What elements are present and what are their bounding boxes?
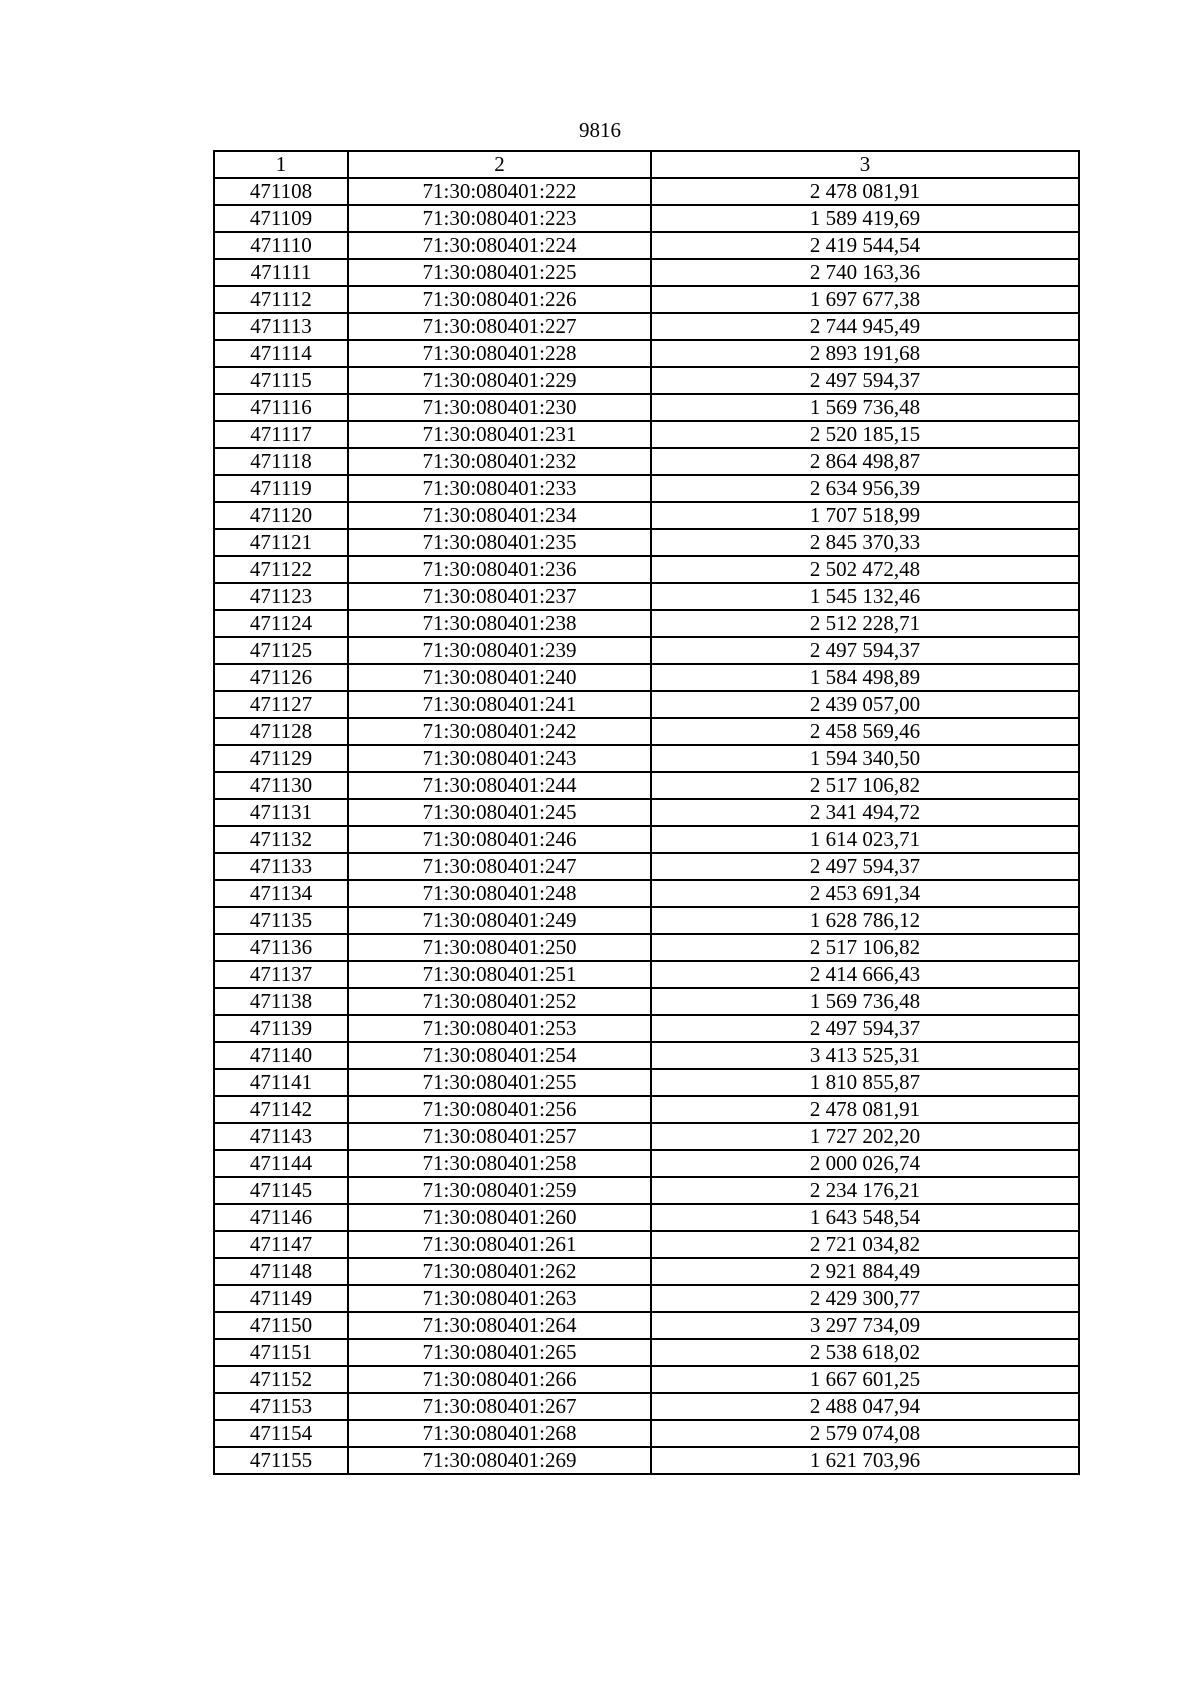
- row-number-cell: 471141: [214, 1069, 348, 1096]
- value-cell: 1 643 548,54: [651, 1204, 1079, 1231]
- table-row: [214, 1015, 1079, 1042]
- cadastral-number-cell: 71:30:080401:246: [348, 826, 651, 853]
- row-number-cell: 471145: [214, 1177, 348, 1204]
- row-number-cell: 471113: [214, 313, 348, 340]
- row-number-cell: 471108: [214, 178, 348, 205]
- column-header-1: 1: [214, 151, 348, 178]
- value-cell: 2 921 884,49: [651, 1258, 1079, 1285]
- table-row: [214, 340, 1079, 367]
- table-row: [214, 1285, 1079, 1312]
- row-number-cell: 471155: [214, 1447, 348, 1474]
- row-number-cell: 471116: [214, 394, 348, 421]
- data-table: [213, 150, 1080, 1475]
- table-row: [214, 907, 1079, 934]
- table-row: [214, 421, 1079, 448]
- table-row: [214, 1420, 1079, 1447]
- cadastral-number-cell: 71:30:080401:235: [348, 529, 651, 556]
- cadastral-number-cell: 71:30:080401:256: [348, 1096, 651, 1123]
- row-number-cell: 471122: [214, 556, 348, 583]
- cadastral-number-cell: 71:30:080401:247: [348, 853, 651, 880]
- cadastral-number-cell: 71:30:080401:251: [348, 961, 651, 988]
- cadastral-number-cell: 71:30:080401:262: [348, 1258, 651, 1285]
- cadastral-number-cell: 71:30:080401:249: [348, 907, 651, 934]
- value-cell: 2 538 618,02: [651, 1339, 1079, 1366]
- cadastral-number-cell: 71:30:080401:234: [348, 502, 651, 529]
- value-cell: 1 707 518,99: [651, 502, 1079, 529]
- row-number-cell: 471124: [214, 610, 348, 637]
- cadastral-number-cell: 71:30:080401:242: [348, 718, 651, 745]
- value-cell: 1 584 498,89: [651, 664, 1079, 691]
- value-cell: 2 502 472,48: [651, 556, 1079, 583]
- cadastral-number-cell: 71:30:080401:231: [348, 421, 651, 448]
- table-row: [214, 1042, 1079, 1069]
- cadastral-number-cell: 71:30:080401:230: [348, 394, 651, 421]
- cadastral-number-cell: 71:30:080401:223: [348, 205, 651, 232]
- value-cell: 2 512 228,71: [651, 610, 1079, 637]
- value-cell: 2 579 074,08: [651, 1420, 1079, 1447]
- cadastral-number-cell: 71:30:080401:269: [348, 1447, 651, 1474]
- value-cell: 1 810 855,87: [651, 1069, 1079, 1096]
- row-number-cell: 471146: [214, 1204, 348, 1231]
- value-cell: 1 667 601,25: [651, 1366, 1079, 1393]
- cadastral-number-cell: 71:30:080401:248: [348, 880, 651, 907]
- table-row: [214, 664, 1079, 691]
- cadastral-number-cell: 71:30:080401:222: [348, 178, 651, 205]
- table-row: [214, 502, 1079, 529]
- value-cell: 1 614 023,71: [651, 826, 1079, 853]
- value-cell: 2 488 047,94: [651, 1393, 1079, 1420]
- cadastral-number-cell: 71:30:080401:239: [348, 637, 651, 664]
- table-row: [214, 1393, 1079, 1420]
- value-cell: 2 893 191,68: [651, 340, 1079, 367]
- table-row: [214, 1123, 1079, 1150]
- row-number-cell: 471143: [214, 1123, 348, 1150]
- cadastral-number-cell: 71:30:080401:261: [348, 1231, 651, 1258]
- value-cell: 2 478 081,91: [651, 1096, 1079, 1123]
- table-row: [214, 1096, 1079, 1123]
- row-number-cell: 471130: [214, 772, 348, 799]
- row-number-cell: 471120: [214, 502, 348, 529]
- value-cell: 2 845 370,33: [651, 529, 1079, 556]
- table-row: [214, 259, 1079, 286]
- cadastral-number-cell: 71:30:080401:253: [348, 1015, 651, 1042]
- value-cell: 2 634 956,39: [651, 475, 1079, 502]
- row-number-cell: 471147: [214, 1231, 348, 1258]
- row-number-cell: 471128: [214, 718, 348, 745]
- table-row: [214, 1150, 1079, 1177]
- row-number-cell: 471121: [214, 529, 348, 556]
- table-row: [214, 1231, 1079, 1258]
- table-row: [214, 637, 1079, 664]
- table-row: [214, 1447, 1079, 1474]
- cadastral-number-cell: 71:30:080401:232: [348, 448, 651, 475]
- row-number-cell: 471152: [214, 1366, 348, 1393]
- row-number-cell: 471125: [214, 637, 348, 664]
- row-number-cell: 471133: [214, 853, 348, 880]
- column-header-2: 2: [348, 151, 651, 178]
- value-cell: 2 458 569,46: [651, 718, 1079, 745]
- row-number-cell: 471131: [214, 799, 348, 826]
- row-number-cell: 471153: [214, 1393, 348, 1420]
- cadastral-number-cell: 71:30:080401:240: [348, 664, 651, 691]
- value-cell: 1 697 677,38: [651, 286, 1079, 313]
- row-number-cell: 471150: [214, 1312, 348, 1339]
- header-row: [214, 151, 1079, 178]
- cadastral-number-cell: 71:30:080401:243: [348, 745, 651, 772]
- row-number-cell: 471136: [214, 934, 348, 961]
- value-cell: 2 740 163,36: [651, 259, 1079, 286]
- table-row: [214, 556, 1079, 583]
- value-cell: 2 414 666,43: [651, 961, 1079, 988]
- cadastral-number-cell: 71:30:080401:255: [348, 1069, 651, 1096]
- row-number-cell: 471123: [214, 583, 348, 610]
- value-cell: 2 429 300,77: [651, 1285, 1079, 1312]
- value-cell: 2 497 594,37: [651, 853, 1079, 880]
- table-row: [214, 880, 1079, 907]
- value-cell: 2 517 106,82: [651, 772, 1079, 799]
- row-number-cell: 471137: [214, 961, 348, 988]
- value-cell: 1 594 340,50: [651, 745, 1079, 772]
- row-number-cell: 471149: [214, 1285, 348, 1312]
- value-cell: 2 453 691,34: [651, 880, 1079, 907]
- row-number-cell: 471144: [214, 1150, 348, 1177]
- value-cell: 2 864 498,87: [651, 448, 1079, 475]
- table-row: [214, 475, 1079, 502]
- cadastral-number-cell: 71:30:080401:266: [348, 1366, 651, 1393]
- cadastral-number-cell: 71:30:080401:244: [348, 772, 651, 799]
- value-cell: 1 628 786,12: [651, 907, 1079, 934]
- table-row: [214, 691, 1079, 718]
- row-number-cell: 471112: [214, 286, 348, 313]
- row-number-cell: 471139: [214, 1015, 348, 1042]
- row-number-cell: 471148: [214, 1258, 348, 1285]
- value-cell: 2 234 176,21: [651, 1177, 1079, 1204]
- table-row: [214, 1177, 1079, 1204]
- cadastral-number-cell: 71:30:080401:237: [348, 583, 651, 610]
- cadastral-number-cell: 71:30:080401:260: [348, 1204, 651, 1231]
- page-number: 9816: [579, 118, 621, 142]
- cadastral-number-cell: 71:30:080401:257: [348, 1123, 651, 1150]
- table-row: [214, 988, 1079, 1015]
- cadastral-number-cell: 71:30:080401:236: [348, 556, 651, 583]
- value-cell: 1 545 132,46: [651, 583, 1079, 610]
- table-row: [214, 1312, 1079, 1339]
- table-row: [214, 799, 1079, 826]
- row-number-cell: 471119: [214, 475, 348, 502]
- value-cell: 2 419 544,54: [651, 232, 1079, 259]
- cadastral-number-cell: 71:30:080401:225: [348, 259, 651, 286]
- table-row: [214, 448, 1079, 475]
- value-cell: 2 497 594,37: [651, 367, 1079, 394]
- table-row: [214, 610, 1079, 637]
- value-cell: 2 000 026,74: [651, 1150, 1079, 1177]
- table-row: [214, 1339, 1079, 1366]
- cadastral-number-cell: 71:30:080401:267: [348, 1393, 651, 1420]
- cadastral-number-cell: 71:30:080401:252: [348, 988, 651, 1015]
- row-number-cell: 471134: [214, 880, 348, 907]
- value-cell: 1 621 703,96: [651, 1447, 1079, 1474]
- cadastral-number-cell: 71:30:080401:224: [348, 232, 651, 259]
- cadastral-number-cell: 71:30:080401:241: [348, 691, 651, 718]
- cadastral-number-cell: 71:30:080401:233: [348, 475, 651, 502]
- row-number-cell: 471151: [214, 1339, 348, 1366]
- table-row: [214, 853, 1079, 880]
- table-row: [214, 367, 1079, 394]
- row-number-cell: 471135: [214, 907, 348, 934]
- table-row: [214, 1366, 1079, 1393]
- table-row: [214, 313, 1079, 340]
- value-cell: 1 569 736,48: [651, 394, 1079, 421]
- table-row: [214, 1258, 1079, 1285]
- row-number-cell: 471132: [214, 826, 348, 853]
- row-number-cell: 471114: [214, 340, 348, 367]
- cadastral-number-cell: 71:30:080401:268: [348, 1420, 651, 1447]
- value-cell: 2 520 185,15: [651, 421, 1079, 448]
- cadastral-number-cell: 71:30:080401:245: [348, 799, 651, 826]
- value-cell: 1 727 202,20: [651, 1123, 1079, 1150]
- table-row: [214, 178, 1079, 205]
- value-cell: 2 517 106,82: [651, 934, 1079, 961]
- cadastral-number-cell: 71:30:080401:250: [348, 934, 651, 961]
- cadastral-number-cell: 71:30:080401:226: [348, 286, 651, 313]
- table-row: [214, 394, 1079, 421]
- table-row: [214, 772, 1079, 799]
- cadastral-number-cell: 71:30:080401:228: [348, 340, 651, 367]
- cadastral-number-cell: 71:30:080401:263: [348, 1285, 651, 1312]
- cadastral-number-cell: 71:30:080401:258: [348, 1150, 651, 1177]
- value-cell: 2 744 945,49: [651, 313, 1079, 340]
- row-number-cell: 471109: [214, 205, 348, 232]
- row-number-cell: 471126: [214, 664, 348, 691]
- value-cell: 2 439 057,00: [651, 691, 1079, 718]
- table-row: [214, 718, 1079, 745]
- table-row: [214, 934, 1079, 961]
- row-number-cell: 471117: [214, 421, 348, 448]
- cadastral-number-cell: 71:30:080401:259: [348, 1177, 651, 1204]
- row-number-cell: 471140: [214, 1042, 348, 1069]
- table-row: [214, 583, 1079, 610]
- row-number-cell: 471129: [214, 745, 348, 772]
- row-number-cell: 471115: [214, 367, 348, 394]
- value-cell: 2 497 594,37: [651, 1015, 1079, 1042]
- value-cell: 2 341 494,72: [651, 799, 1079, 826]
- row-number-cell: 471111: [214, 259, 348, 286]
- row-number-cell: 471110: [214, 232, 348, 259]
- row-number-cell: 471142: [214, 1096, 348, 1123]
- cadastral-number-cell: 71:30:080401:264: [348, 1312, 651, 1339]
- value-cell: 1 589 419,69: [651, 205, 1079, 232]
- table-row: [214, 745, 1079, 772]
- row-number-cell: 471138: [214, 988, 348, 1015]
- table-body: [214, 178, 1079, 1474]
- value-cell: 3 297 734,09: [651, 1312, 1079, 1339]
- value-cell: 1 569 736,48: [651, 988, 1079, 1015]
- table-row: [214, 1069, 1079, 1096]
- cadastral-number-cell: 71:30:080401:265: [348, 1339, 651, 1366]
- row-number-cell: 471118: [214, 448, 348, 475]
- table-row: [214, 205, 1079, 232]
- row-number-cell: 471154: [214, 1420, 348, 1447]
- table-row: [214, 232, 1079, 259]
- value-cell: 3 413 525,31: [651, 1042, 1079, 1069]
- table-row: [214, 286, 1079, 313]
- table-row: [214, 529, 1079, 556]
- row-number-cell: 471127: [214, 691, 348, 718]
- table-header: [214, 151, 1079, 178]
- value-cell: 2 497 594,37: [651, 637, 1079, 664]
- value-cell: 2 721 034,82: [651, 1231, 1079, 1258]
- column-header-3: 3: [651, 151, 1079, 178]
- table-row: [214, 1204, 1079, 1231]
- table-row: [214, 961, 1079, 988]
- cadastral-number-cell: 71:30:080401:238: [348, 610, 651, 637]
- value-cell: 2 478 081,91: [651, 178, 1079, 205]
- cadastral-number-cell: 71:30:080401:227: [348, 313, 651, 340]
- cadastral-number-cell: 71:30:080401:254: [348, 1042, 651, 1069]
- table-row: [214, 826, 1079, 853]
- cadastral-number-cell: 71:30:080401:229: [348, 367, 651, 394]
